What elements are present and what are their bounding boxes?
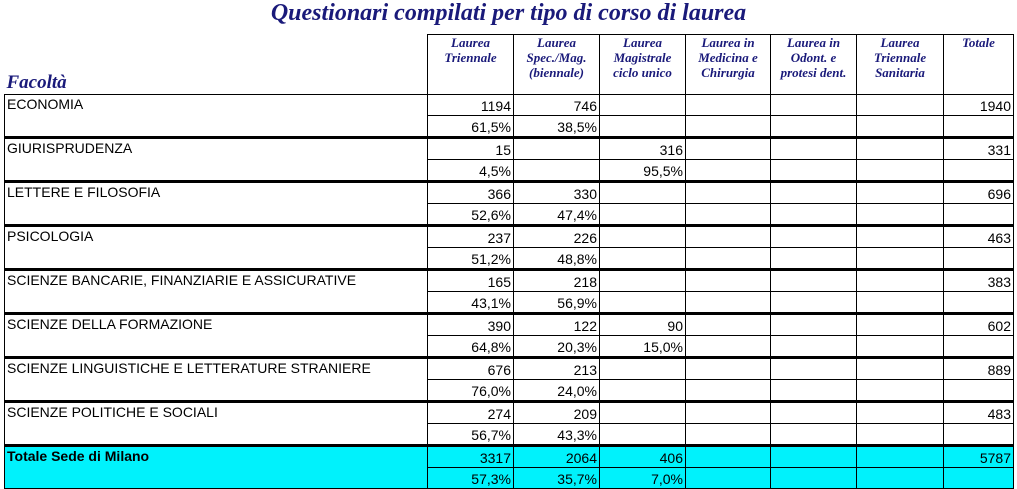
count-cell: 209 xyxy=(514,402,600,424)
percent-cell xyxy=(514,160,600,182)
percent-cell xyxy=(944,380,1014,402)
count-cell xyxy=(600,270,686,292)
percent-cell xyxy=(857,116,944,138)
faculty-name: SCIENZE BANCARIE, FINANZIARIE E ASSICURATIVE xyxy=(5,270,428,314)
count-cell: 330 xyxy=(514,182,600,204)
count-cell xyxy=(857,270,944,292)
percent-cell: 52,6% xyxy=(428,204,514,226)
percent-cell xyxy=(600,424,686,446)
table-row xyxy=(5,402,1014,424)
percent-cell xyxy=(600,248,686,270)
percent-cell xyxy=(771,204,857,226)
percent-cell: 56,9% xyxy=(514,292,600,314)
column-header-line: Medicina e xyxy=(698,50,758,65)
count-cell xyxy=(771,314,857,336)
count-cell: 3317 xyxy=(428,446,514,468)
table-row xyxy=(5,95,1014,116)
column-header-line: Triennale xyxy=(444,50,497,65)
count-cell xyxy=(600,182,686,204)
count-cell: 5787 xyxy=(944,446,1014,468)
count-cell xyxy=(600,358,686,380)
percent-cell: 64,8% xyxy=(428,336,514,358)
faculty-name: LETTERE E FILOSOFIA xyxy=(5,182,428,226)
count-cell: 746 xyxy=(514,95,600,116)
count-cell: 676 xyxy=(428,358,514,380)
percent-cell: 76,0% xyxy=(428,380,514,402)
percent-cell xyxy=(771,116,857,138)
count-cell: 463 xyxy=(944,226,1014,248)
count-cell xyxy=(686,270,771,292)
column-header xyxy=(857,35,944,95)
count-cell: 696 xyxy=(944,182,1014,204)
count-cell: 316 xyxy=(600,138,686,160)
column-header-line: Laurea xyxy=(537,35,576,50)
count-cell xyxy=(514,138,600,160)
percent-cell xyxy=(944,292,1014,314)
column-header xyxy=(428,35,514,95)
percent-cell xyxy=(771,248,857,270)
count-cell xyxy=(686,314,771,336)
table-row xyxy=(5,138,1014,160)
facolta-header: Facoltà xyxy=(5,35,428,95)
count-cell xyxy=(857,314,944,336)
column-header-line: protesi dent. xyxy=(780,65,847,80)
percent-cell: 48,8% xyxy=(514,248,600,270)
percent-cell: 57,3% xyxy=(428,468,514,489)
count-cell xyxy=(771,226,857,248)
count-cell xyxy=(686,95,771,116)
column-header xyxy=(600,35,686,95)
percent-cell: 24,0% xyxy=(514,380,600,402)
count-cell xyxy=(857,226,944,248)
count-cell: 237 xyxy=(428,226,514,248)
faculty-name: GIURISPRUDENZA xyxy=(5,138,428,182)
percent-cell: 20,3% xyxy=(514,336,600,358)
count-cell xyxy=(686,402,771,424)
count-cell: 274 xyxy=(428,402,514,424)
table-body xyxy=(5,95,1014,489)
count-cell: 889 xyxy=(944,358,1014,380)
column-header xyxy=(771,35,857,95)
percent-cell xyxy=(686,248,771,270)
count-cell xyxy=(771,446,857,468)
count-cell: 2064 xyxy=(514,446,600,468)
count-cell xyxy=(857,446,944,468)
percent-cell xyxy=(771,336,857,358)
percent-cell: 95,5% xyxy=(600,160,686,182)
percent-cell xyxy=(857,336,944,358)
count-cell: 383 xyxy=(944,270,1014,292)
total-label: Totale Sede di Milano xyxy=(5,446,428,489)
percent-cell: 56,7% xyxy=(428,424,514,446)
table-row xyxy=(5,358,1014,380)
faculty-name: SCIENZE DELLA FORMAZIONE xyxy=(5,314,428,358)
percent-cell xyxy=(686,116,771,138)
column-header-line: Odont. e xyxy=(790,50,837,65)
count-cell: 366 xyxy=(428,182,514,204)
page-title: Questionari compilati per tipo di corso di laurea xyxy=(270,0,747,26)
count-cell: 1940 xyxy=(944,95,1014,116)
percent-cell xyxy=(771,292,857,314)
count-cell: 15 xyxy=(428,138,514,160)
column-header-line: Sanitaria xyxy=(875,65,925,80)
column-header-line: ciclo unico xyxy=(613,65,672,80)
percent-cell: 38,5% xyxy=(514,116,600,138)
column-header-line: Laurea in xyxy=(701,35,755,50)
percent-cell xyxy=(944,424,1014,446)
column-header-line: (biennale) xyxy=(529,65,584,80)
percent-cell: 35,7% xyxy=(514,468,600,489)
percent-cell: 7,0% xyxy=(600,468,686,489)
count-cell xyxy=(600,402,686,424)
percent-cell xyxy=(600,292,686,314)
count-cell xyxy=(686,446,771,468)
count-cell xyxy=(686,358,771,380)
count-cell xyxy=(857,182,944,204)
count-cell: 602 xyxy=(944,314,1014,336)
faculty-name: PSICOLOGIA xyxy=(5,226,428,270)
percent-cell xyxy=(857,468,944,489)
count-cell xyxy=(857,358,944,380)
table-row xyxy=(5,270,1014,292)
percent-cell xyxy=(944,468,1014,489)
percent-cell xyxy=(857,424,944,446)
column-header-line: Totale xyxy=(962,35,995,50)
percent-cell: 15,0% xyxy=(600,336,686,358)
percent-cell: 47,4% xyxy=(514,204,600,226)
column-header xyxy=(514,35,600,95)
percent-cell xyxy=(857,248,944,270)
percent-cell xyxy=(857,380,944,402)
percent-cell: 4,5% xyxy=(428,160,514,182)
column-header-line: Spec./Mag. xyxy=(526,50,587,65)
table-row xyxy=(5,314,1014,336)
count-cell: 483 xyxy=(944,402,1014,424)
percent-cell xyxy=(944,248,1014,270)
count-cell xyxy=(857,95,944,116)
percent-cell xyxy=(600,116,686,138)
percent-cell xyxy=(686,468,771,489)
count-cell xyxy=(686,138,771,160)
table-row xyxy=(5,226,1014,248)
header-row xyxy=(5,35,1014,95)
percent-cell xyxy=(686,160,771,182)
count-cell: 331 xyxy=(944,138,1014,160)
column-header-line: Magistrale xyxy=(613,50,672,65)
percent-cell xyxy=(771,160,857,182)
count-cell xyxy=(857,138,944,160)
count-cell xyxy=(771,270,857,292)
percent-cell xyxy=(600,204,686,226)
count-cell xyxy=(600,95,686,116)
count-cell: 218 xyxy=(514,270,600,292)
percent-cell xyxy=(686,424,771,446)
percent-cell xyxy=(771,468,857,489)
percent-cell xyxy=(600,380,686,402)
count-cell: 90 xyxy=(600,314,686,336)
percent-cell xyxy=(944,160,1014,182)
percent-cell: 43,3% xyxy=(514,424,600,446)
percent-cell xyxy=(857,292,944,314)
percent-cell xyxy=(686,204,771,226)
percent-cell xyxy=(857,204,944,226)
count-cell: 390 xyxy=(428,314,514,336)
total-row xyxy=(5,446,1014,468)
count-cell xyxy=(686,226,771,248)
percent-cell xyxy=(686,336,771,358)
column-header-line: Laurea in xyxy=(786,35,841,50)
percent-cell: 43,1% xyxy=(428,292,514,314)
percent-cell xyxy=(686,380,771,402)
column-header-line: Triennale xyxy=(873,50,927,65)
count-cell xyxy=(686,182,771,204)
faculty-name: SCIENZE POLITICHE E SOCIALI xyxy=(5,402,428,446)
percent-cell xyxy=(944,204,1014,226)
column-header xyxy=(944,35,1014,95)
count-cell xyxy=(771,402,857,424)
count-cell: 122 xyxy=(514,314,600,336)
percent-cell: 51,2% xyxy=(428,248,514,270)
count-cell xyxy=(771,182,857,204)
table-row xyxy=(5,182,1014,204)
count-cell xyxy=(857,402,944,424)
column-header-line: Laurea xyxy=(880,35,920,50)
count-cell xyxy=(771,358,857,380)
percent-cell xyxy=(686,292,771,314)
count-cell: 226 xyxy=(514,226,600,248)
count-cell: 165 xyxy=(428,270,514,292)
questionnaire-table xyxy=(4,34,1014,489)
percent-cell xyxy=(771,380,857,402)
percent-cell xyxy=(771,424,857,446)
faculty-name: ECONOMIA xyxy=(5,95,428,138)
count-cell xyxy=(771,95,857,116)
column-header xyxy=(686,35,771,95)
percent-cell: 61,5% xyxy=(428,116,514,138)
percent-cell xyxy=(944,336,1014,358)
column-header-line: Laurea xyxy=(623,35,662,50)
count-cell: 213 xyxy=(514,358,600,380)
count-cell: 406 xyxy=(600,446,686,468)
faculty-name: SCIENZE LINGUISTICHE E LETTERATURE STRANIERE xyxy=(5,358,428,402)
column-header-line: Laurea xyxy=(451,35,490,50)
percent-cell xyxy=(944,116,1014,138)
count-cell: 1194 xyxy=(428,95,514,116)
count-cell xyxy=(771,138,857,160)
count-cell xyxy=(600,226,686,248)
percent-cell xyxy=(857,160,944,182)
column-header-line: Chirurgia xyxy=(701,65,755,80)
